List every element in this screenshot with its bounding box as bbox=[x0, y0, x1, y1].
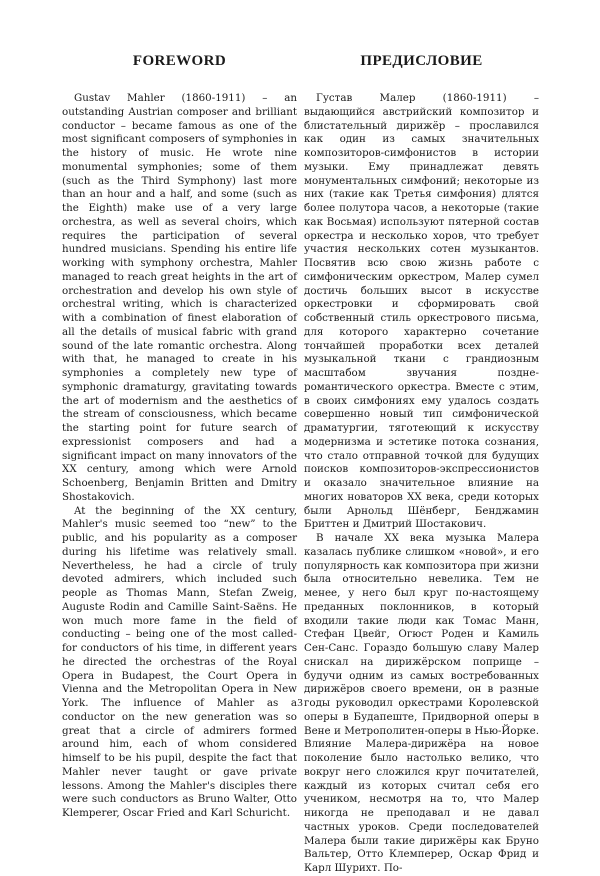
page-number: 3 bbox=[297, 697, 303, 709]
foreword-heading: FOREWORD bbox=[132, 53, 227, 69]
foreword-paragraph-2: At the beginning of the XX century, Mahler's music seemed too “new” to the public, and his popularity as a composer during his lifetime was relatively small. Nevertheless, he had a circle of truly devoted admirers, which included such people as Thomas Mann, Stefan Zweig, Auguste Rodin and Camille Saint-Saëns. He won much more fame in the field of conducting – being one of the most called-for conductors of his time, in different years he directed the orchestras of the Royal Opera in Budapest, the Court Opera in Vienna and the Metropolitan Opera in New York. The influence of Mahler as a conductor on the new generation was so great that a circle of admirers formed around him, each of whom considered himself to be his pupil, despite the fact that Mahler never taught or gave private lessons. Among the Mahler's disciples there were such conductors as Bruno Walter, Otto Klemperer, Oscar Fried and Karl Schuricht. bbox=[62, 504, 297, 819]
predislovie-paragraph-2: В начале XX века музыка Малера казалась публике слишком «новой», и его популярность как композитора при жизни была относительно невелика. Тем не менее, у него был круг по-настоящему преданных поклонников, в который входили такие люди как Томас Манн, Стефан Цвейг, Огюст Роден и Камиль Сен-Санс. Гораздо большую славу Малер снискал на дирижёрском поприще – будучи одним из самых востребованных дирижёров своего времени, он в разные годы руководил оркестрами Королевской оперы в Будапеште, Придворной оперы в Вене и Метрополитен-оперы в Нью-Йорке. Влияние Малера-дирижёра на новое поколение было настолько велико, что вокруг него сложился круг почитателей, каждый из которых считал себя его учеником, несмотря на то, что Малер никогда не преподавал и не давал частных уроков. Среди последователей Малера были такие дирижёры как Бруно Вальтер, Отто Клемперер, Оскар Фрид и Карл Шурихт. По- bbox=[304, 532, 539, 874]
predislovie-paragraph-1: Густав Малер (1860-1911) – выдающийся австрийский композитор и блистательный дирижёр – прославился как один из самых значительных композиторов-симфонистов в истории музыки. Ему принадлежат девять монументальных симфоний; некоторые из них (такие как Третья симфония) длятся более полутора часов, а некоторые (такие как Восьмая) используют пятерной состав оркестра и несколько хоров, что требует участия нескольких сотен музыкантов. Посвятив всю свою жизнь работе с симфоническим оркестром, Малер сумел достичь больших высот в искусстве оркестровки и сформировать свой собственный стиль оркестрового письма, для которого характерно сочетание тончайшей проработки всех деталей музыкальной ткани с грандиозным масштабом звучания поздне-романтического оркестра. Вместе с этим, в своих симфониях ему удалось создать совершенно новый тип симфонической драматургии, тяготеющий к искусству модернизма и эстетике потока сознания, что стало отправной точкой для будущих поисков композиторов-экспрессионистов и оказало значительное влияние на многих новаторов XX века, среди которых были Арнольд Шёнберг, Бенджамин Бриттен и Дмитрий Шостакович. bbox=[304, 92, 539, 531]
predislovie-heading: ПРЕДИСЛОВИЕ bbox=[360, 53, 483, 69]
foreword-paragraph-1: Gustav Mahler (1860-1911) – an outstanding Austrian composer and brilliant conductor – became famous as one of the most significant composers of symphonies in the history of music. He wrote nine monumental symphonies; some of them (such as the Third Symphony) last more than an hour and a half, and some (such as the Eighth) make use of a very large orchestra, as well as several choirs, which requires the participation of several hundred musicians. Spending his entire life working with symphony orchestra, Mahler managed to reach great heights in the art of orchestration and develop his own style of orchestral writing, which is characterized with a combination of finest elaboration of all the details of musical fabric with grand sound of the late romantic orchestra. Along with that, he managed to create in his symphonies a completely new type of symphonic dramaturgy, gravitating towards the art of modernism and the aesthetics of the stream of consciousness, which became the starting point for future search of expressionist composers and had a significant impact on many innovators of the XX century, among which were Arnold Schoenberg, Benjamin Britten and Dmitry Shostakovich. bbox=[62, 92, 297, 503]
russian-column bbox=[304, 52, 539, 876]
